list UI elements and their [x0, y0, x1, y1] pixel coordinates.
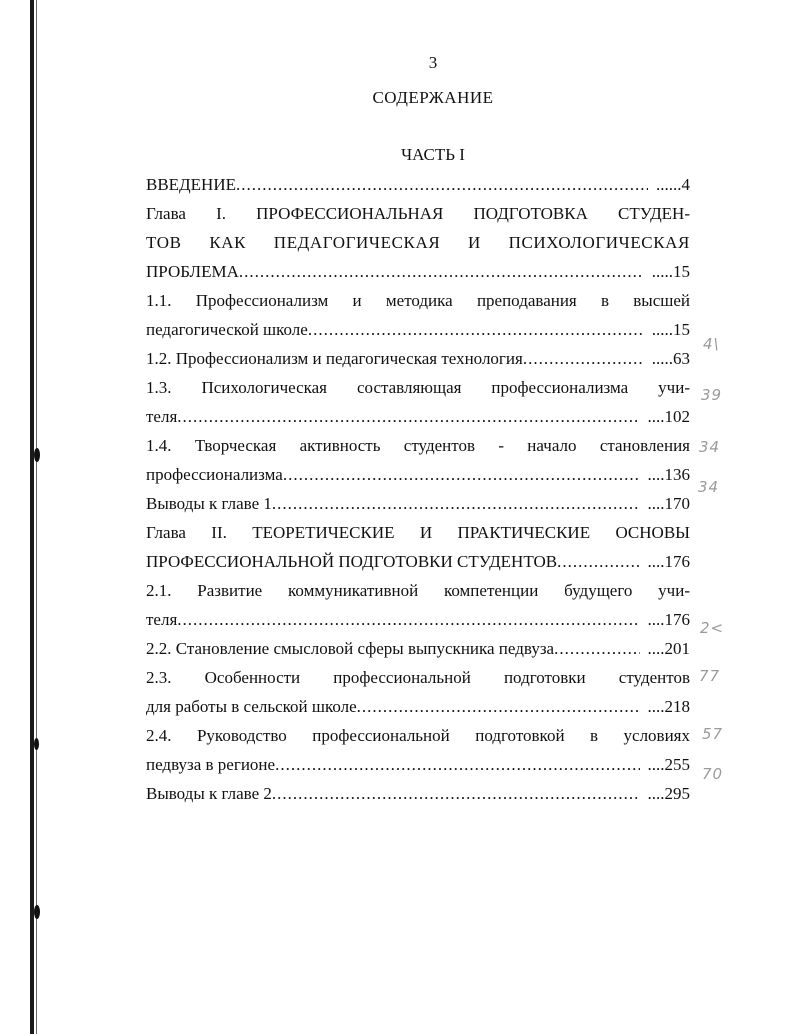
- dot-leader: [272, 489, 640, 518]
- toc-entry-1-2: [146, 344, 690, 373]
- toc-entry-conclusions-1: [146, 489, 690, 518]
- dot-leader: [554, 634, 639, 663]
- page-number: 3: [428, 53, 438, 72]
- toc-entry-chapter-2-line-1: Глава II. ТЕОРЕТИЧЕСКИЕ И ПРАКТИЧЕСКИЕ ОСНОВЫ: [146, 523, 690, 542]
- toc-entry-label: Выводы к главе 2: [146, 784, 272, 803]
- toc-entry-label: профессионализма: [146, 465, 283, 484]
- toc-title: СОДЕРЖАНИЕ: [372, 88, 494, 107]
- toc-entry-2-1-line-1: 2.1. Развитие коммуникативной компетенции будущего учи-: [146, 581, 690, 600]
- toc-page-number: ....218: [647, 697, 690, 716]
- handwritten-note: 4\: [703, 335, 720, 353]
- dot-leader: [357, 692, 640, 721]
- toc-entry-1-3-line-1: 1.3. Психологическая составляющая профессионализма учи-: [146, 378, 690, 397]
- part-title: ЧАСТЬ I: [401, 145, 465, 164]
- toc-entry-conclusions-2: [146, 779, 690, 808]
- dot-leader: [283, 460, 640, 489]
- toc-entry-label: ПРОФЕССИОНАЛЬНОЙ ПОДГОТОВКИ СТУДЕНТОВ: [146, 552, 558, 571]
- toc-page-number: ....201: [647, 639, 690, 658]
- dot-leader: [272, 779, 640, 808]
- dot-leader: [177, 605, 639, 634]
- dot-leader: [177, 402, 639, 431]
- toc-page-number: ....176: [647, 610, 690, 629]
- toc-entry-2-4-line-1: 2.4. Руководство профессиональной подготовкой в условиях: [146, 726, 690, 745]
- toc-entry-1-4-line-1: 1.4. Творческая активность студентов - начало становления: [146, 436, 690, 455]
- handwritten-note: 34: [698, 478, 720, 496]
- toc-entry-label: педагогической школе: [146, 320, 308, 339]
- handwritten-note: 34: [699, 438, 721, 456]
- toc-entry-label: 2.2. Становление смысловой сферы выпускника педвуза: [146, 639, 555, 658]
- dot-leader: [557, 547, 639, 576]
- toc-page-number: ....176: [647, 552, 690, 571]
- toc-page-number: .....15: [651, 262, 690, 281]
- handwritten-note: 77: [699, 667, 721, 685]
- scan-blot: [34, 905, 40, 919]
- dot-leader: [236, 170, 648, 199]
- toc-page-number: .....63: [651, 349, 690, 368]
- scan-blot: [34, 738, 39, 750]
- handwritten-note: 70: [702, 765, 724, 783]
- toc-entry-chapter-1: [146, 257, 690, 286]
- toc-entry-2-3-line-1: 2.3. Особенности профессиональной подготовки студентов: [146, 668, 690, 687]
- dot-leader: [275, 750, 639, 779]
- toc-entry-chapter-1-line-1: Глава I. ПРОФЕССИОНАЛЬНАЯ ПОДГОТОВКА СТУДЕН-: [146, 204, 690, 223]
- toc-entry-chapter-2: [146, 547, 690, 576]
- dot-leader: [239, 257, 644, 286]
- handwritten-note: 2<: [700, 619, 725, 637]
- handwritten-note: 57: [702, 725, 724, 743]
- toc-page-number: ....170: [647, 494, 690, 513]
- toc-entry-chapter-1-line-2: ТОВ КАК ПЕДАГОГИЧЕСКАЯ И ПСИХОЛОГИЧЕСКАЯ: [146, 233, 690, 252]
- toc-entry-1-1: [146, 315, 690, 344]
- toc-entry-1-1-line-1: 1.1. Профессионализм и методика преподавания в высшей: [146, 291, 690, 310]
- handwritten-note: 39: [701, 386, 723, 404]
- toc-page-number: .....15: [651, 320, 690, 339]
- toc-entry-label: для работы в сельской школе: [146, 697, 357, 716]
- toc-entry-label: ПРОБЛЕМА: [146, 262, 239, 281]
- toc-entry-2-4: [146, 750, 690, 779]
- toc-page-number: ....136: [647, 465, 690, 484]
- toc-entry-introduction: [146, 170, 690, 199]
- toc-entry-2-2: [146, 634, 690, 663]
- toc-entry-label: теля: [146, 407, 178, 426]
- toc-entry-label: ВВЕДЕНИЕ: [146, 175, 236, 194]
- table-of-contents: [146, 170, 690, 808]
- toc-page-number: ....255: [647, 755, 690, 774]
- toc-page-number: ....295: [647, 784, 690, 803]
- toc-entry-2-1: [146, 605, 690, 634]
- toc-entry-1-4: [146, 460, 690, 489]
- scan-blot: [34, 448, 40, 462]
- toc-entry-label: теля: [146, 610, 178, 629]
- dot-leader: [308, 315, 644, 344]
- dot-leader: [523, 344, 644, 373]
- toc-entry-label: педвуза в регионе: [146, 755, 276, 774]
- toc-entry-label: 1.2. Профессионализм и педагогическая технология: [146, 349, 523, 368]
- toc-entry-2-3: [146, 692, 690, 721]
- toc-entry-1-3: [146, 402, 690, 431]
- toc-entry-label: Выводы к главе 1: [146, 494, 272, 513]
- toc-page-number: ......4: [656, 175, 690, 194]
- toc-page-number: ....102: [647, 407, 690, 426]
